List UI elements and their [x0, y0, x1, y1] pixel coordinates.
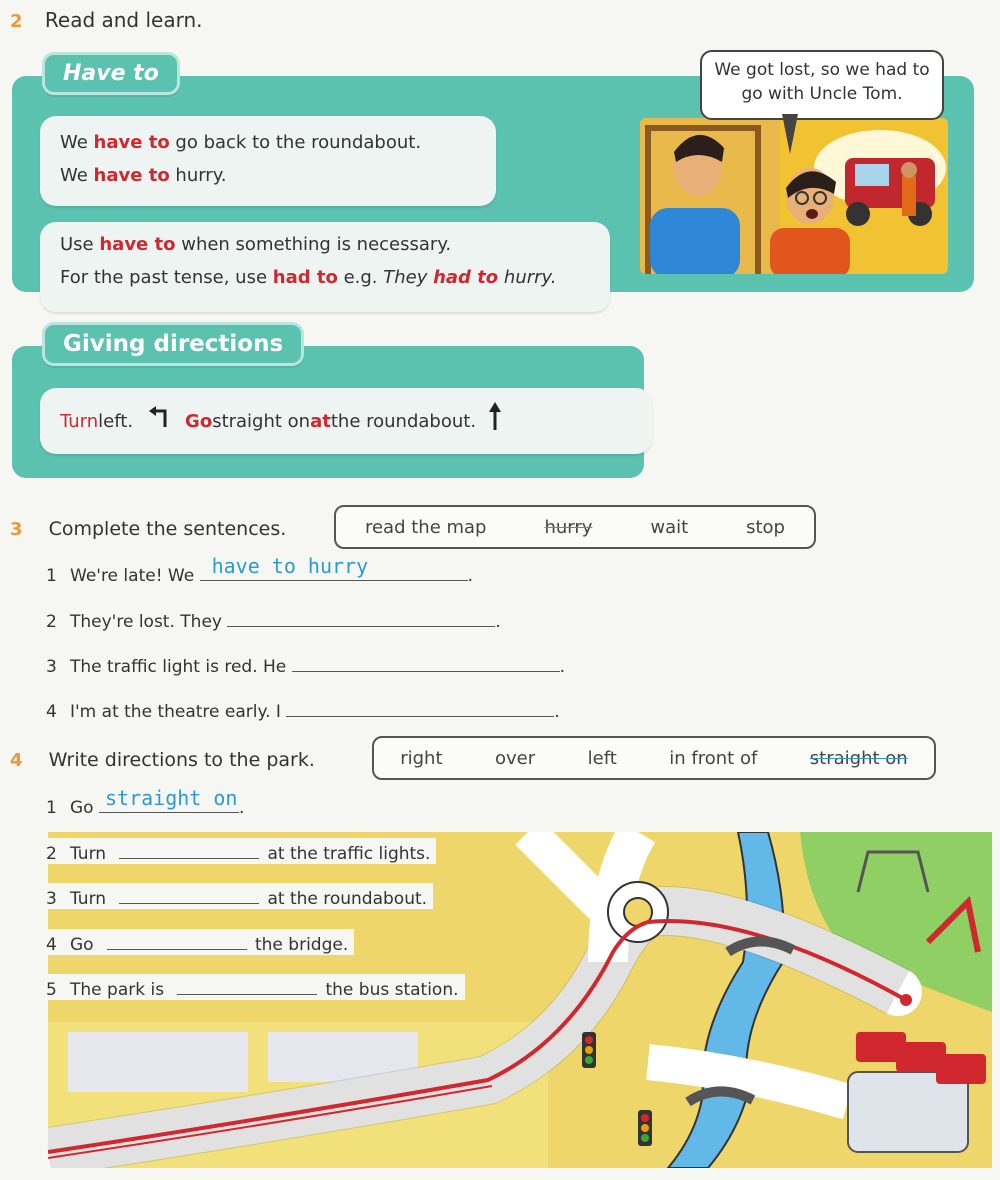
section-4-header: [10, 749, 315, 771]
answer-blank[interactable]: [292, 651, 560, 672]
answer-blank[interactable]: straight on: [99, 792, 239, 813]
speech-text: We got lost, so we had to go with Uncle Tom.: [714, 60, 930, 104]
turn-left-arrow-icon: [147, 405, 171, 438]
rule-sentence-1: Use have to when something is necessary.: [60, 234, 452, 255]
straight-arrow-icon: [488, 402, 502, 441]
word-read-the-map: read the map: [364, 516, 487, 538]
answer-blank[interactable]: [286, 696, 554, 717]
answer-blank[interactable]: [119, 883, 259, 904]
exercise-3-item-4: 4 I'm at the theatre early. I .: [46, 696, 560, 722]
section-2-header: [10, 8, 203, 32]
section-3-header: [10, 518, 286, 540]
have-to-rule-card: [40, 222, 610, 312]
section-number: 3: [10, 519, 23, 540]
word-straight-on: straight on: [809, 747, 908, 769]
answer-blank[interactable]: [227, 606, 495, 627]
exercise-4-item-1: 1 Go straight on .: [46, 786, 245, 818]
word-hurry: hurry: [544, 516, 593, 538]
have-to-tab: Have to: [42, 52, 180, 95]
exercise-4-item-3: 3 Turn at the roundabout.: [46, 883, 433, 909]
exercise-4-item-2: 2 Turn at the traffic lights.: [46, 838, 436, 864]
exercise-3-item-1: 1 We're late! We have to hurry .: [46, 554, 473, 586]
section-instruction: Read and learn.: [44, 8, 203, 32]
go-word: Go: [185, 410, 213, 432]
word-right: right: [400, 747, 443, 769]
word-left: left: [587, 747, 617, 769]
directions-card: [40, 388, 652, 454]
rule-sentence-2: For the past tense, use had to e.g. They had to hurry.: [60, 267, 557, 288]
word-box-3: [334, 505, 816, 549]
have-to-examples-card: [40, 116, 496, 206]
word-stop: stop: [746, 516, 785, 538]
word-box-4: [372, 736, 936, 780]
at-word: at: [310, 410, 331, 432]
exercise-4-item-5: 5 The park is the bus station.: [46, 974, 465, 1000]
roundabout-words: the roundabout.: [330, 410, 477, 432]
section-instruction: Complete the sentences.: [48, 518, 287, 540]
example-sentence-2: We have to hurry.: [60, 165, 227, 186]
turn-word: Turn: [60, 410, 99, 432]
left-word: left.: [98, 410, 134, 432]
answer-blank[interactable]: have to hurry: [200, 560, 468, 581]
word-over: over: [495, 747, 536, 769]
answer-blank[interactable]: [177, 974, 317, 995]
section-number: 4: [10, 750, 23, 771]
exercise-3-item-3: 3 The traffic light is red. He .: [46, 651, 565, 677]
speech-bubble-tail: [782, 114, 798, 154]
exercise-3-item-2: 2 They're lost. They .: [46, 606, 501, 632]
section-instruction: Write directions to the park.: [48, 749, 315, 771]
word-in-front-of: in front of: [669, 747, 758, 769]
section-number: 2: [10, 11, 23, 32]
exercise-4-item-4: 4 Go the bridge.: [46, 929, 354, 955]
answer-blank[interactable]: [107, 929, 247, 950]
straight-on-words: straight on: [212, 410, 311, 432]
answer-blank[interactable]: [119, 838, 259, 859]
word-wait: wait: [650, 516, 689, 538]
example-sentence-1: We have to go back to the roundabout.: [60, 132, 422, 153]
giving-directions-tab: Giving directions: [42, 322, 304, 366]
